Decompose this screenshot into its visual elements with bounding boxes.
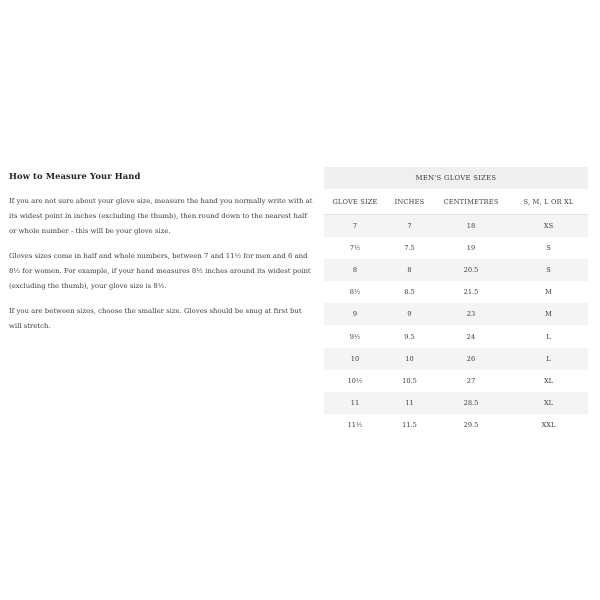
measure-instructions bbox=[9, 171, 314, 344]
table-title: MEN'S GLOVE SIZES bbox=[324, 167, 588, 189]
cell-glove-size: 9½ bbox=[324, 325, 386, 347]
cell-centimetres: 27 bbox=[433, 370, 509, 392]
cell-letter-size: XL bbox=[509, 370, 588, 392]
cell-centimetres: 24 bbox=[433, 325, 509, 347]
cell-centimetres: 20.5 bbox=[433, 259, 509, 281]
cell-letter-size: M bbox=[509, 303, 588, 325]
table-row bbox=[324, 215, 588, 238]
cell-centimetres: 29.5 bbox=[433, 414, 509, 436]
column-header-letter-size: S, M, L OR XL bbox=[509, 189, 588, 215]
column-header-centimetres: CENTIMETRES bbox=[433, 189, 509, 215]
size-table bbox=[324, 167, 588, 436]
instruction-paragraph-1: If you are not sure about your glove size, measure the hand you normally write with at its widest point in inches (excluding the thumb), then round down to the nearest half or whole number - this will be your glove size. bbox=[9, 197, 313, 235]
cell-glove-size: 10 bbox=[324, 348, 386, 370]
cell-inches: 9.5 bbox=[386, 325, 433, 347]
cell-glove-size: 11½ bbox=[324, 414, 386, 436]
table-row bbox=[324, 414, 588, 436]
cell-inches: 9 bbox=[386, 303, 433, 325]
table-title-row bbox=[324, 167, 588, 189]
cell-glove-size: 7½ bbox=[324, 237, 386, 259]
cell-inches: 8.5 bbox=[386, 281, 433, 303]
table-header-row bbox=[324, 189, 588, 215]
cell-centimetres: 26 bbox=[433, 348, 509, 370]
cell-glove-size: 11 bbox=[324, 392, 386, 414]
cell-glove-size: 7 bbox=[324, 215, 386, 238]
cell-letter-size: XXL bbox=[509, 414, 588, 436]
measure-heading: How to Measure Your Hand bbox=[9, 171, 141, 181]
column-header-inches: INCHES bbox=[386, 189, 433, 215]
cell-inches: 10.5 bbox=[386, 370, 433, 392]
cell-letter-size: M bbox=[509, 281, 588, 303]
cell-letter-size: XL bbox=[509, 392, 588, 414]
cell-letter-size: S bbox=[509, 237, 588, 259]
table-row bbox=[324, 392, 588, 414]
instruction-paragraph-2: Gloves sizes come in half and whole numbers, between 7 and 11½ for men and 6 and 8½ for women. For example, if your hand measures 8½ inches around its widest point (excluding the thumb), your glove size is 8½. bbox=[9, 252, 311, 290]
table-row bbox=[324, 259, 588, 281]
cell-letter-size: XS bbox=[509, 215, 588, 238]
cell-glove-size: 8½ bbox=[324, 281, 386, 303]
table-row bbox=[324, 281, 588, 303]
instruction-paragraph-3: If you are between sizes, choose the smaller size. Gloves should be snug at first but will stretch. bbox=[9, 307, 302, 330]
cell-inches: 11 bbox=[386, 392, 433, 414]
table-row bbox=[324, 348, 588, 370]
cell-letter-size: L bbox=[509, 348, 588, 370]
cell-glove-size: 10½ bbox=[324, 370, 386, 392]
cell-inches: 10 bbox=[386, 348, 433, 370]
cell-inches: 7 bbox=[386, 215, 433, 238]
cell-centimetres: 18 bbox=[433, 215, 509, 238]
cell-centimetres: 28.5 bbox=[433, 392, 509, 414]
table-row bbox=[324, 370, 588, 392]
cell-centimetres: 21.5 bbox=[433, 281, 509, 303]
table-row bbox=[324, 303, 588, 325]
size-chart bbox=[324, 167, 588, 436]
cell-inches: 11.5 bbox=[386, 414, 433, 436]
cell-centimetres: 19 bbox=[433, 237, 509, 259]
cell-letter-size: S bbox=[509, 259, 588, 281]
table-row bbox=[324, 237, 588, 259]
cell-inches: 7.5 bbox=[386, 237, 433, 259]
cell-glove-size: 9 bbox=[324, 303, 386, 325]
cell-inches: 8 bbox=[386, 259, 433, 281]
cell-glove-size: 8 bbox=[324, 259, 386, 281]
table-row bbox=[324, 325, 588, 347]
column-header-glove-size: GLOVE SIZE bbox=[324, 189, 386, 215]
cell-centimetres: 23 bbox=[433, 303, 509, 325]
cell-letter-size: L bbox=[509, 325, 588, 347]
